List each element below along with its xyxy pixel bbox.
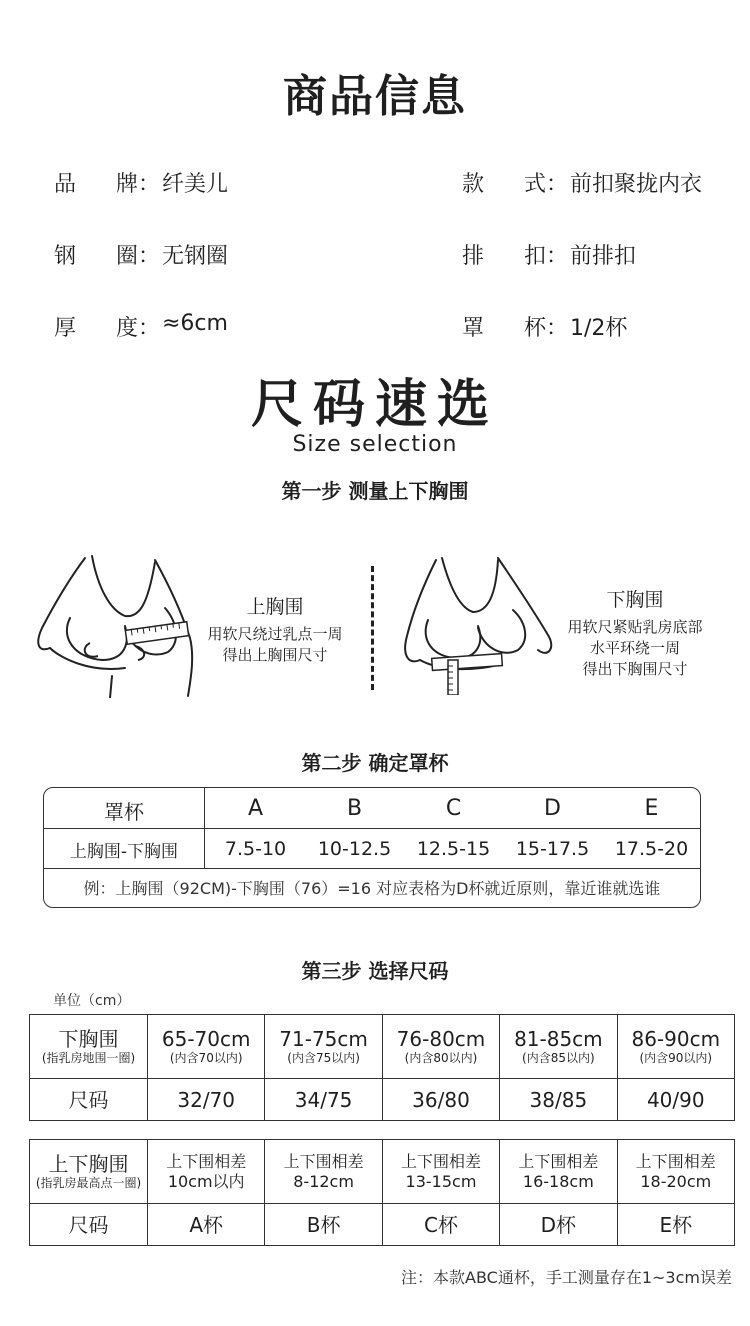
difference-line1: 上下围相差	[518, 1151, 599, 1171]
underbust-range-note: (内含70以内)	[169, 1051, 243, 1065]
bust-difference-label: 上下胸围	[48, 1152, 129, 1176]
cup-letter: E	[644, 796, 659, 821]
upper-bust-label: 上胸围	[246, 596, 304, 618]
difference-line1: 上下围相差	[166, 1151, 247, 1171]
difference-line2: 10cm以内	[167, 1171, 245, 1191]
upper-bust-line1: 用软尺绕过乳点一周	[207, 625, 343, 643]
difference-line1: 上下围相差	[400, 1151, 481, 1171]
cup-row-label: 上胸围-下胸围	[69, 842, 179, 862]
lower-bust-line3: 得出下胸围尺寸	[582, 660, 688, 678]
cup-range: 7.5-10	[224, 838, 287, 860]
lower-bust-line1: 用软尺紧贴乳房底部	[567, 618, 703, 636]
step2-title: 第二步 确定罩杯	[301, 751, 449, 775]
underbust-label: 下胸围	[58, 1027, 119, 1051]
difference-line2: 8-12cm	[293, 1171, 354, 1191]
difference-line2: 16-18cm	[522, 1171, 594, 1191]
difference-line2: 13-15cm	[405, 1171, 477, 1191]
cup-difference-table	[29, 1139, 735, 1246]
size-row-label: 尺码	[30, 1079, 148, 1121]
underbust-range-note: (内含75以内)	[287, 1051, 360, 1065]
cup-example-note: 例：上胸围（92CM)-下胸围（76）=16 对应表格为D杯就近原则，靠近谁就选谁	[83, 879, 661, 898]
size-selection-title: 尺码速选	[250, 375, 499, 435]
underbust-range: 76-80cm	[396, 1027, 486, 1051]
cup-letter: B	[346, 796, 363, 821]
underbust-range-note: (内含85以内)	[522, 1051, 595, 1065]
size-value: 38/85	[500, 1079, 617, 1121]
cup-range: 17.5-20	[614, 838, 689, 860]
underbust-range: 81-85cm	[514, 1027, 603, 1051]
difference-line1: 上下围相差	[283, 1151, 364, 1171]
cup-row-label: 尺码	[30, 1204, 148, 1246]
upper-bust-line2: 得出上胸围尺寸	[222, 646, 328, 664]
product-info-title: 商品信息	[283, 71, 467, 122]
cup-letter: C	[445, 796, 462, 821]
cup-value: B杯	[265, 1204, 382, 1246]
cup-letter: A	[247, 796, 264, 821]
measurement-footnote: 注：本款ABC通杯，手工测量存在1~3cm误差	[401, 1268, 732, 1287]
cup-table	[43, 787, 701, 908]
difference-line1: 上下围相差	[635, 1151, 716, 1171]
unit-label: 单位（cm）	[53, 993, 131, 1009]
underbust-range: 71-75cm	[279, 1027, 368, 1051]
lower-bust-label: 下胸围	[606, 589, 664, 611]
step1-title: 第一步 测量上下胸围	[281, 479, 469, 503]
cup-value: A杯	[148, 1204, 265, 1246]
size-value: 32/70	[148, 1079, 265, 1121]
difference-line2: 18-20cm	[640, 1171, 712, 1191]
table-row	[30, 1015, 735, 1079]
cup-range: 12.5-15	[416, 838, 491, 860]
cup-value: D杯	[500, 1204, 617, 1246]
cup-value: E杯	[617, 1204, 734, 1246]
underbust-size-table	[29, 1014, 735, 1121]
lower-bust-illustration	[398, 550, 563, 695]
cup-letter: D	[544, 796, 561, 821]
cup-header-label: 罩杯	[104, 800, 144, 824]
underbust-range-note: (内含80以内)	[404, 1051, 478, 1065]
table-row	[30, 1140, 735, 1204]
size-value: 34/75	[265, 1079, 382, 1121]
bust-difference-sublabel: (指乳房最高点一圈)	[35, 1176, 142, 1190]
cup-range: 15-17.5	[515, 838, 590, 860]
lower-bust-line2: 水平环绕一周	[589, 639, 680, 657]
cup-range: 10-12.5	[317, 838, 392, 860]
size-value: 40/90	[617, 1079, 734, 1121]
table-row	[30, 1204, 735, 1246]
underbust-range: 86-90cm	[631, 1027, 721, 1051]
step3-title: 第三步 选择尺码	[301, 959, 449, 983]
cup-value: C杯	[382, 1204, 499, 1246]
upper-bust-illustration	[30, 548, 200, 698]
underbust-range-note: (内含90以内)	[639, 1051, 713, 1065]
step1-divider	[371, 566, 374, 690]
underbust-range: 65-70cm	[161, 1027, 251, 1051]
size-selection-subtitle: Size selection	[292, 432, 458, 457]
table-row	[30, 1079, 735, 1121]
size-value: 36/80	[382, 1079, 499, 1121]
underbust-sublabel: (指乳房地围一圈)	[41, 1051, 136, 1065]
